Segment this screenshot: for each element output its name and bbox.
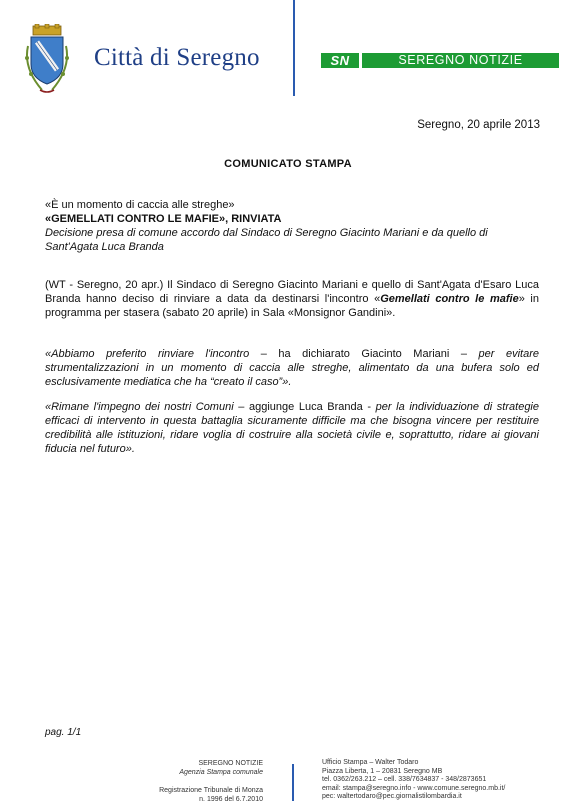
paragraph-3: [45, 400, 539, 456]
header-divider: [293, 0, 295, 96]
footer-left: [159, 759, 263, 804]
lead-text: Decisione presa di comune accordo dal Sindaco di Seregno Giacinto Mariani e da quello di Sant'Agata Luca Branda: [45, 227, 488, 253]
footer-phones: tel. 0362/263.212 – cell. 338/7634837 - 348/2873651: [322, 776, 487, 783]
paragraph-1: [45, 278, 539, 320]
event-name: Gemellati contro le mafie: [380, 293, 519, 305]
release-label: COMUNICATO STAMPA: [224, 158, 352, 170]
footer-office: Ufficio Stampa – Walter Todaro: [322, 759, 419, 766]
date-line: Seregno, 20 aprile 2013: [417, 119, 540, 131]
footer-address: Piazza Liberta, 1 – 20831 Seregno MB: [322, 767, 443, 775]
paragraph-3-attribution: – aggiunge Luca Branda -: [233, 401, 376, 413]
paragraph-3-quote-rest: per la individuazione di strategie efficaci di intervento in questa battaglia sicuramente difficile ma che bisogna vincere per restituire credibilità alle istituzioni, ridare voglia di costruire alla società civile e, soprattutto, ridare ai giovani fiducia nel futuro».: [45, 401, 539, 455]
footer-email: email: stampa@seregno.info - www.comune.seregno.mb.it/: [322, 784, 506, 792]
footer-agency-tagline: Agenzia Stampa comunale: [179, 769, 263, 776]
footer-registration-number: n. 1996 del 6.7.2010: [199, 796, 263, 803]
seregno-notizie-logo: [321, 53, 559, 68]
paragraph-2: [45, 347, 539, 389]
footer-divider: [292, 764, 294, 801]
city-title: Città di Seregno: [94, 44, 260, 71]
paragraph-1-after: » in programma per stasera (sabato 20 aprile) in Sala «Monsignor Gandini».: [45, 293, 539, 319]
paragraph-2-quote-rest: per evitare strumentalizzazioni in un momento di caccia alle streghe, alimentato da una bufera solo ed esclusivamente mediatica che ha “creato il caso”».: [45, 348, 539, 388]
page-number: pag. 1/1: [45, 727, 82, 738]
footer-agency-name: SEREGNO NOTIZIE: [198, 760, 263, 767]
footer-registration: Registrazione Tribunale di Monza: [159, 787, 263, 794]
footer-right: [322, 759, 505, 802]
paragraph-2-attribution: – ha dichiarato Giacinto Mariani –: [249, 348, 479, 360]
paragraph-1-before: (WT - Seregno, 20 apr.) Il Sindaco di Seregno Giacinto Mariani e quello di Sant'Agata d'Esaro Luca Branda hanno deciso di rinviare a data da destinarsi l'incontro «: [45, 279, 539, 305]
footer-pec: pec: waltertodaro@pec.giornalistilombardia.it: [322, 793, 462, 800]
paragraph-3-quote-open: «Rimane l'impegno dei nostri Comuni: [45, 401, 234, 413]
sn-mark: SN: [321, 53, 359, 68]
sn-brand-name: SEREGNO NOTIZIE: [362, 53, 559, 68]
subtitle: «È un momento di caccia alle streghe»: [45, 199, 235, 211]
paragraph-2-quote-open: «Abbiamo preferito rinviare l'incontro: [45, 348, 250, 360]
headline: «GEMELLATI CONTRO LE MAFIE», RINVIATA: [45, 213, 282, 225]
city-crest-logo: [22, 24, 72, 96]
